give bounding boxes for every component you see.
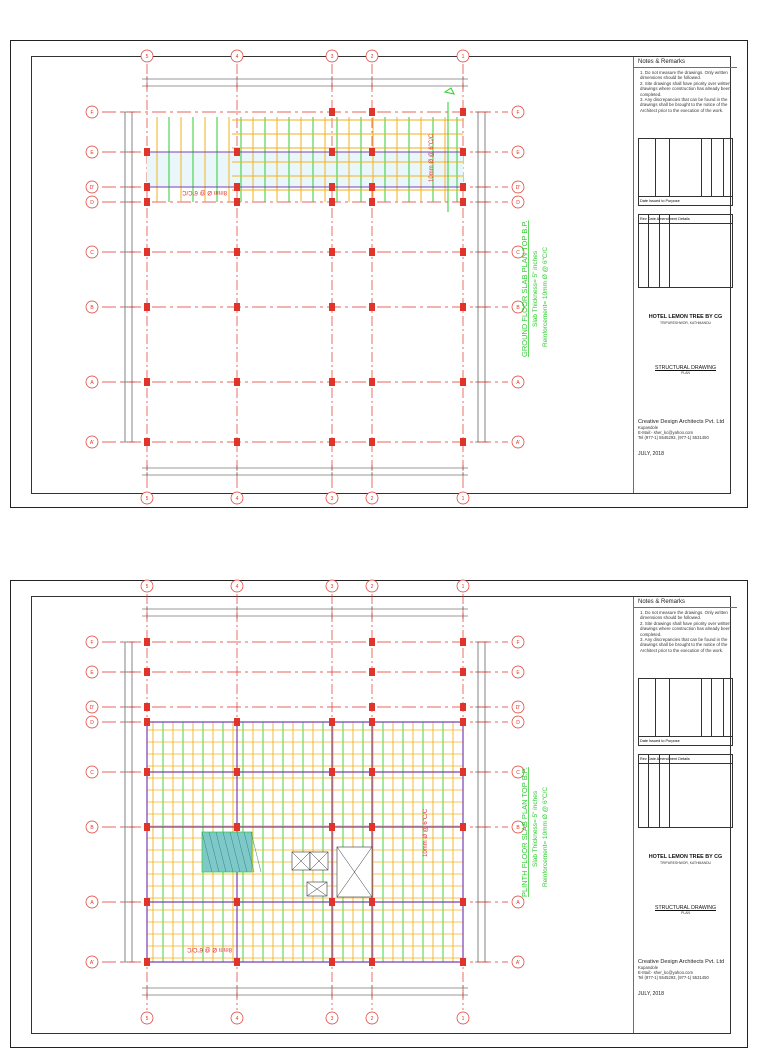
grid-bubble-label: A [90,380,94,386]
column [369,378,375,386]
grid-bubble-label: D [90,200,94,206]
grid-bubble-label: D' [89,185,95,191]
grid-bubble-label: 3 [330,54,334,60]
column [369,668,375,676]
plinth-floor-slab-plan [32,584,632,1033]
column [234,438,240,446]
column [329,108,335,116]
grid-bubble-label: C [90,770,94,776]
plan-title: GROUND FLOOR SLAB PLAN TOP B.P. [520,220,529,357]
grid-bubble-label: E [516,670,520,676]
grid-bubble-label: C [516,770,520,776]
column [460,248,466,256]
firm-name: Creative Design Architects Pvt. Ltd [638,959,725,965]
column [144,148,150,156]
grid-bubble-label: 3 [330,584,334,590]
column [144,768,150,776]
grid-bubble-label: 4 [235,1016,239,1022]
ground-floor-plan-svg [32,54,632,502]
hatched-area [202,832,252,872]
plan-subtitle: Reinforcement= 10mm Ø @ 6"C/C [542,786,549,887]
grid-bubble-label: B [516,305,520,311]
issue-table-header: Date Issued to Purpose [639,736,732,745]
dimension-marker [445,88,454,94]
column [234,148,240,156]
grid-bubble-label: D [516,200,520,206]
column [329,148,335,156]
rebar-note: 10mm Ø @ 6"C/C [423,808,429,857]
firm-name: Creative Design Architects Pvt. Ltd [638,419,725,425]
revision-table-header: Rev Date Amendment Details [639,215,732,224]
notes-text: 1. Do not measure the drawings. Only written dimensions should be followed. 2. Site drawings shall have priority over written drawings where construction has already been completed. 3. Any discrepancies that can be found in the drawings shall be brought to the notice of the Architect prior to the execution of the work. [640,70,731,113]
column [369,718,375,726]
drawing-title: STRUCTURAL DRAWING [654,365,716,371]
column [460,183,466,191]
drawing-date: JULY, 2018 [638,450,665,457]
grid-bubble-label: A [516,900,520,906]
project-location: TRIPURESHWOR, KATHMANDU [660,861,711,865]
column [234,248,240,256]
column [144,958,150,966]
column [329,248,335,256]
column [329,378,335,386]
plinth-floor-plan-svg [32,584,632,1033]
grid-bubble-label: B [90,305,94,311]
column [460,768,466,776]
grid-bubble-label: A [516,380,520,386]
plan-subtitle: Slab Thickness= 5" inches [532,790,539,867]
grid-bubble-label: 4 [235,54,239,60]
grid-bubble-label: E [90,150,94,156]
grid-bubble-label: B [516,825,520,831]
column [369,148,375,156]
revision-table [638,754,733,828]
grid-bubble-label: E [90,670,94,676]
grid-bubble-label: F [90,110,94,116]
firm-email: E-Mail:- sher_kc@yahoo.com [638,970,693,976]
column [369,768,375,776]
revision-table [638,214,733,288]
grid-bubble-label: A [90,900,94,906]
column [369,248,375,256]
grid-bubble-label: A' [89,960,95,966]
column [369,198,375,206]
revision-table-header: Rev Date Amendment Details [639,755,732,764]
drawing-date: JULY, 2018 [638,990,665,997]
grid-bubble-label: 1 [461,584,465,590]
firm-telephone: Tel (977-1) 5545293, (977-1) 5531450 [638,975,709,981]
rebar-note: 10mm Ø @ 6"C/C [429,133,435,182]
column [369,108,375,116]
notes-text: 1. Do not measure the drawings. Only written dimensions should be followed. 2. Site drawings shall have priority over written drawings where construction has already been completed. 3. Any discrepancies that can be found in the drawings shall be brought to the notice of the Architect prior to the execution of the work. [640,610,731,653]
notes-title: Notes & Remarks [634,597,737,608]
project-location: TRIPURESHWOR, KATHMANDU [660,321,711,325]
column [144,303,150,311]
plan-subtitle: Reinforcement= 10mm Ø @ 6"C/C [542,246,549,347]
column [329,198,335,206]
grid-bubble-label: E [516,150,520,156]
column [329,823,335,831]
grid-bubble-label: B [90,825,94,831]
column [144,668,150,676]
project-name: HOTEL LEMON TREE BY CG [648,314,723,320]
column [460,198,466,206]
firm-address: Kupandole [638,965,659,970]
column [144,438,150,446]
column [144,718,150,726]
column [369,898,375,906]
column [460,898,466,906]
grid-bubble-label: 5 [145,496,149,502]
grid-bubble-label: F [516,110,520,116]
column [329,303,335,311]
column [329,898,335,906]
column [369,958,375,966]
drawing-title: STRUCTURAL DRAWING [654,905,716,911]
grid-bubble-label: A' [515,960,521,966]
grid-bubble-label: D' [515,185,521,191]
rebar-note: 8mm Ø @ 6"C/C [182,189,227,195]
grid-bubble-label: D [516,720,520,726]
drawing-subtitle: PLAN [681,911,690,915]
column [234,198,240,206]
column [460,438,466,446]
column [234,303,240,311]
ground-floor-slab-plan [32,54,632,502]
column [369,438,375,446]
project-name: HOTEL LEMON TREE BY CG [648,854,723,860]
column [460,378,466,386]
issue-table [638,138,733,206]
grid-bubble-label: 5 [145,584,149,590]
grid-bubble-label: 2 [370,1016,374,1022]
grid-bubble-label: 4 [235,584,239,590]
column [369,703,375,711]
grid-bubble-label: 5 [145,54,149,60]
grid-bubble-label: F [90,640,94,646]
column [144,198,150,206]
grid-bubble-label: 2 [370,496,374,502]
grid-bubble-label: 1 [461,1016,465,1022]
column [460,108,466,116]
plan-title: PLINTH FLOOR SLAB PLAN TOP B.P. [520,767,529,897]
column [144,378,150,386]
column [144,898,150,906]
column [234,183,240,191]
drawing-border [31,54,731,502]
drawing-border [31,584,731,1034]
column [234,768,240,776]
rebar-note: 8mm Ø @ 6"C/C [187,946,232,952]
firm-email: E-Mail:- sher_kc@yahoo.com [638,430,693,436]
column [329,438,335,446]
column [329,958,335,966]
grid-bubble-label: 1 [461,496,465,502]
grid-bubble-label: 3 [330,496,334,502]
column [460,958,466,966]
grid-bubble-label: 3 [330,1016,334,1022]
grid-bubble-label: D [90,720,94,726]
grid-bubble-label: 1 [461,54,465,60]
firm-telephone: Tel (977-1) 5545293, (977-1) 5531450 [638,435,709,441]
grid-bubble-label: 2 [370,584,374,590]
column [144,703,150,711]
column [234,718,240,726]
column [369,183,375,191]
issue-table-header: Date Issued to Purpose [639,196,732,205]
column [329,718,335,726]
grid-bubble-label: D' [89,705,95,711]
drawing-subtitle: PLAN [681,371,690,375]
grid-bubble-label: 2 [370,54,374,60]
slab-panel [147,152,463,187]
grid-bubble-label: 4 [235,496,239,502]
notes-title: Notes & Remarks [634,57,737,68]
grid-bubble-label: A' [89,440,95,446]
column [144,248,150,256]
column [369,303,375,311]
title-block [633,57,737,493]
grid-bubble-label: F [516,640,520,646]
column [234,898,240,906]
column [460,638,466,646]
grid-bubble-label: A' [515,440,521,446]
column [369,638,375,646]
column [460,148,466,156]
column [460,703,466,711]
column [144,638,150,646]
grid-bubble-label: D' [515,705,521,711]
grid-bubble-label: C [516,250,520,256]
column [144,183,150,191]
column [329,768,335,776]
title-block [633,597,737,1033]
column [234,378,240,386]
grid-bubble-label: C [90,250,94,256]
column [234,823,240,831]
column [460,718,466,726]
column [369,823,375,831]
firm-address: Kupandole [638,425,659,430]
drawing-sheet-plinth-floor [10,580,748,1048]
grid-bubble-label: 5 [145,1016,149,1022]
column [460,303,466,311]
column [460,668,466,676]
column [144,823,150,831]
issue-table [638,678,733,746]
column [234,958,240,966]
column [329,183,335,191]
drawing-sheet-ground-floor [10,40,748,508]
column [460,823,466,831]
plan-subtitle: Slab Thickness= 5" inches [532,250,539,327]
